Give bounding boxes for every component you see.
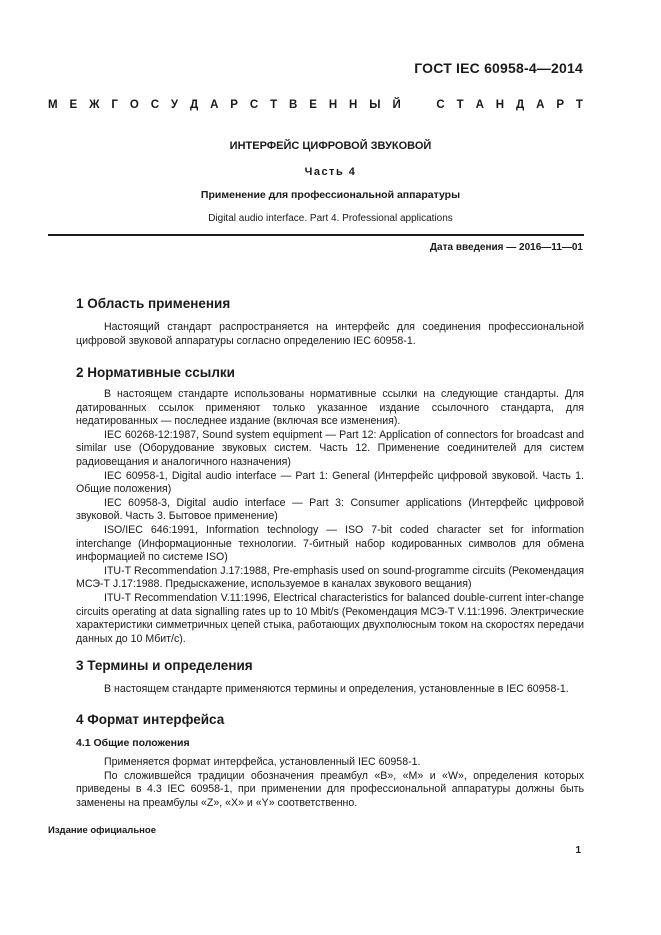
reference-item: ISO/IEC 646:1991, Information technology — ISO 7-bit coded character set for information interchange (Информационные технологии. 7-битный набор кодированных символов для обмена информацией по системе ISO) [76, 523, 584, 564]
banner-letter: М [48, 99, 58, 111]
banner-letter: Д [516, 99, 525, 111]
banner-letter: Е [69, 99, 78, 111]
banner-letter: Т [575, 99, 583, 111]
banner-letter: Д [189, 99, 199, 111]
subsection-4-1-heading: 4.1 Общие положения [76, 737, 190, 749]
section-2-heading: 2 Нормативные ссылки [76, 365, 235, 380]
banner-letter: А [210, 99, 219, 111]
document-subtitle: Применение для профессиональной аппаратуры [200, 189, 461, 201]
section-4-heading: 4 Формат интерфейса [76, 712, 225, 727]
banner-letter: Е [309, 99, 317, 111]
paragraph: По сложившейся традиции обозначения преамбул «B», «M» и «W», определения которых приведены в 4.3 IEC 60958-1, при применении для профессиональной аппаратуры должны быть заменены на преамбулы «Z», «X» и «Y» соответственно. [76, 769, 584, 809]
banner-letter: Г [111, 99, 118, 111]
paragraph: В настоящем стандарте использованы нормативные ссылки на следующие стандарты. Для датированных ссылок применяют только указанное издание ссылочного стандарта, для недатированных — последнее издание (включая все изменения). [76, 388, 584, 428]
document-part: Часть 4 [304, 166, 357, 178]
section-3-heading: 3 Термины и определения [76, 658, 253, 673]
reference-item: ITU-T Recommendation V.11:1996, Electrical characteristics for balanced double-current inter-change circuits operating at data signalling rates up to 10 Mbit/s (Рекомендация МСЭ-Т V.11:1996. Электрические характеристики симметричных цепей стыка, работающих двухполюсным током на скоростях передачи данных до 10 Мбит/с). [76, 591, 584, 645]
section-4-body [76, 756, 584, 810]
banner-letter: У [170, 99, 179, 111]
banner-letter: С [249, 99, 259, 111]
reference-item: IEC 60958-3, Digital audio interface — Part 3: Consumer applications (Интерфейс цифровой звуковой. Часть 3. Бытовое применение) [76, 496, 584, 523]
banner-letter: Р [556, 99, 565, 111]
page-number: 1 [575, 845, 581, 856]
reference-item: IEC 60958-1, Digital audio interface — Part 1: General (Интерфейс цифровой звуковой. Часть 1. Общие положения) [76, 469, 584, 496]
banner-letter: В [289, 99, 298, 111]
effective-date: Дата введения — 2016—11—01 [429, 242, 583, 253]
paragraph: Применяется формат интерфейса, установленный IEC 60958-1. [104, 756, 421, 768]
banner-letter: С [436, 99, 445, 111]
banner-letter: Р [230, 99, 238, 111]
section-3-body [76, 683, 584, 697]
reference-item: IEC 60268-12:1987, Sound system equipment — Part 12: Application of connectors for broadcast and similar use (Оборудование звуковых систем. Часть 12. Применение соединителей для систем радиовещания и аналогичного назначения) [76, 428, 584, 468]
banner-letter: Ы [369, 99, 381, 111]
reference-item: ITU-T Recommendation J.17:1988, Pre-emphasis used on sound-programme circuits (Рекомендация МСЭ-Т J.17:1988. Предыскажение, используемое в каналах звукового вещания) [76, 564, 584, 591]
title-divider [48, 234, 584, 236]
document-title: ИНТЕРФЕЙС ЦИФРОВОЙ ЗВУКОВОЙ [229, 140, 432, 152]
document-subtitle-english: Digital audio interface. Part 4. Professional applications [208, 213, 453, 224]
interstate-standard-banner [48, 99, 583, 111]
banner-letter: А [536, 99, 545, 111]
banner-letter: Т [270, 99, 278, 111]
document-code: ГОСТ IEC 60958-4—2014 [414, 60, 583, 76]
section-2-body [76, 388, 584, 646]
banner-letter: Й [392, 99, 401, 111]
section-1-body [76, 321, 584, 348]
paragraph: В настоящем стандарте применяются термины и определения, установленные в IEC 60958-1. [104, 683, 569, 695]
section-1-heading: 1 Область применения [76, 296, 231, 311]
paragraph: Настоящий стандарт распространяется на интерфейс для соединения профессиональной цифровой звуковой аппаратуры согласно определению IEC 60958-1. [76, 321, 584, 347]
banner-letter: Н [495, 99, 505, 111]
edition-note: Издание официальное [48, 825, 156, 836]
banner-letter: А [475, 99, 484, 111]
banner-letter: С [150, 99, 159, 111]
banner-letter: О [129, 99, 139, 111]
banner-letter: Ж [89, 99, 100, 111]
banner-letter: Н [349, 99, 358, 111]
banner-letter: Н [328, 99, 338, 111]
banner-letter: Т [456, 99, 464, 111]
